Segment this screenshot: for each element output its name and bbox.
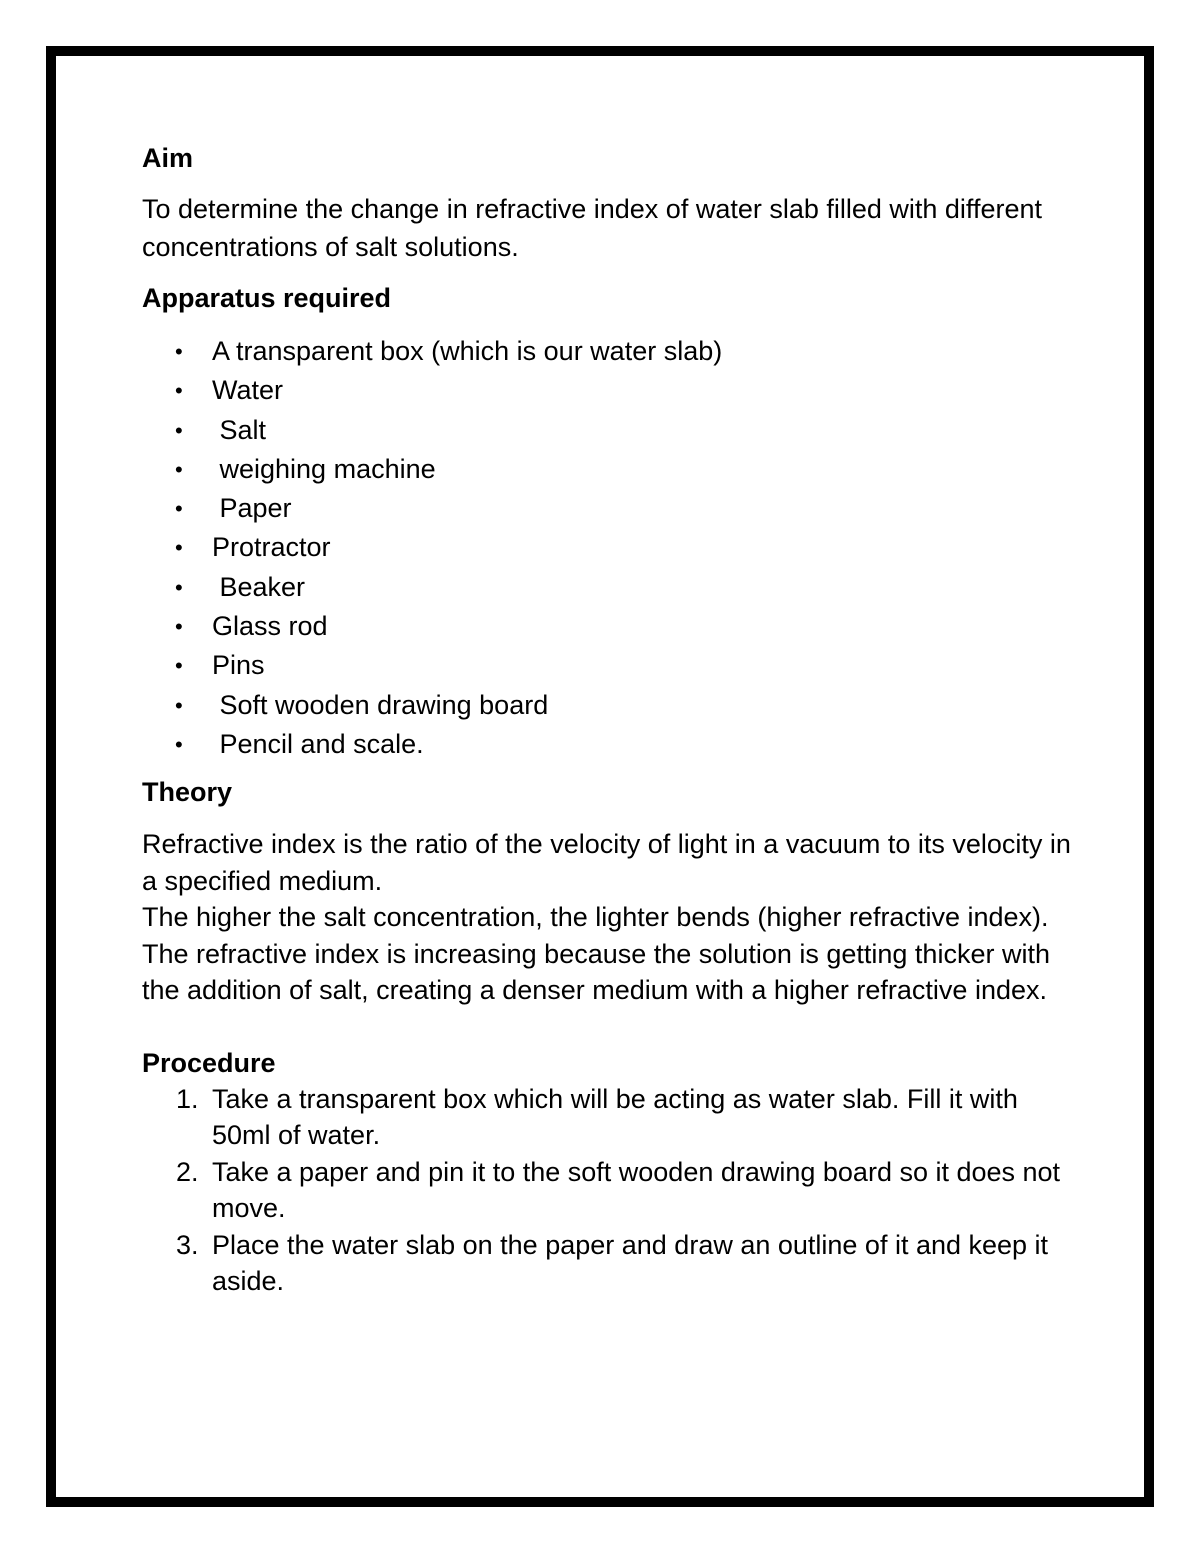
step-number: 2. xyxy=(176,1156,199,1187)
bullet-icon: • xyxy=(175,456,183,482)
bullet-icon: • xyxy=(175,417,183,443)
list-item xyxy=(142,489,1072,528)
list-item xyxy=(142,450,1072,489)
list-item-text: Salt xyxy=(212,414,267,445)
list-item-text: Pins xyxy=(212,650,265,681)
list-item-text: A transparent box (which is our water slab) xyxy=(212,336,723,366)
list-item xyxy=(142,528,1072,567)
list-item-text: Beaker xyxy=(212,571,306,602)
bullet-icon: • xyxy=(175,574,183,600)
step-number: 3. xyxy=(176,1229,199,1260)
list-item xyxy=(142,411,1072,450)
apparatus-list xyxy=(142,332,1072,764)
procedure-step xyxy=(142,1227,1072,1300)
list-item xyxy=(142,332,1072,371)
list-item-text: Paper xyxy=(212,493,292,524)
theory-heading: Theory xyxy=(142,777,233,808)
bullet-icon: • xyxy=(175,614,183,640)
bullet-icon: • xyxy=(175,731,183,757)
list-item xyxy=(142,371,1072,410)
procedure-heading: Procedure xyxy=(142,1047,276,1078)
theory-paragraph-1: Refractive index is the ratio of the velocity of light in a vacuum to its velocity in a specified medium. xyxy=(142,829,1071,896)
bullet-icon: • xyxy=(175,692,183,718)
aim-text: To determine the change in refractive index of water slab filled with different concentrations of salt solutions. xyxy=(142,194,1042,262)
aim-heading: Aim xyxy=(142,143,194,173)
bullet-icon: • xyxy=(175,339,183,364)
procedure-step xyxy=(142,1081,1072,1154)
step-text: Take a paper and pin it to the soft wooden drawing board so it does not move. xyxy=(212,1156,1061,1224)
list-item xyxy=(142,646,1072,685)
document-body xyxy=(142,138,1072,1300)
step-text: Take a transparent box which will be acting as water slab. Fill it with 50ml of water. xyxy=(212,1083,1018,1151)
bullet-icon: • xyxy=(175,535,183,561)
list-item xyxy=(142,568,1072,607)
list-item xyxy=(142,686,1072,725)
bullet-icon: • xyxy=(175,496,183,522)
list-item-text: Water xyxy=(212,375,284,406)
list-item-text: Soft wooden drawing board xyxy=(212,689,549,720)
list-item xyxy=(142,725,1072,764)
procedure-list xyxy=(142,1081,1072,1300)
apparatus-heading: Apparatus required xyxy=(142,283,392,313)
step-number: 1. xyxy=(176,1083,199,1114)
step-text: Place the water slab on the paper and draw an outline of it and keep it aside. xyxy=(212,1229,1049,1297)
list-item-text: Pencil and scale. xyxy=(212,728,424,759)
list-item-text: weighing machine xyxy=(212,453,436,484)
bullet-icon: • xyxy=(175,378,183,404)
bullet-icon: • xyxy=(175,653,183,679)
list-item-text: Protractor xyxy=(212,532,331,563)
list-item-text: Glass rod xyxy=(212,611,328,642)
list-item xyxy=(142,607,1072,646)
procedure-step xyxy=(142,1154,1072,1227)
theory-paragraph-2: The higher the salt concentration, the lighter bends (higher refractive index). The refractive index is increasing because the solution is getting thicker with the addition of salt, creating a denser medium with a higher refractive index. xyxy=(142,902,1050,1006)
